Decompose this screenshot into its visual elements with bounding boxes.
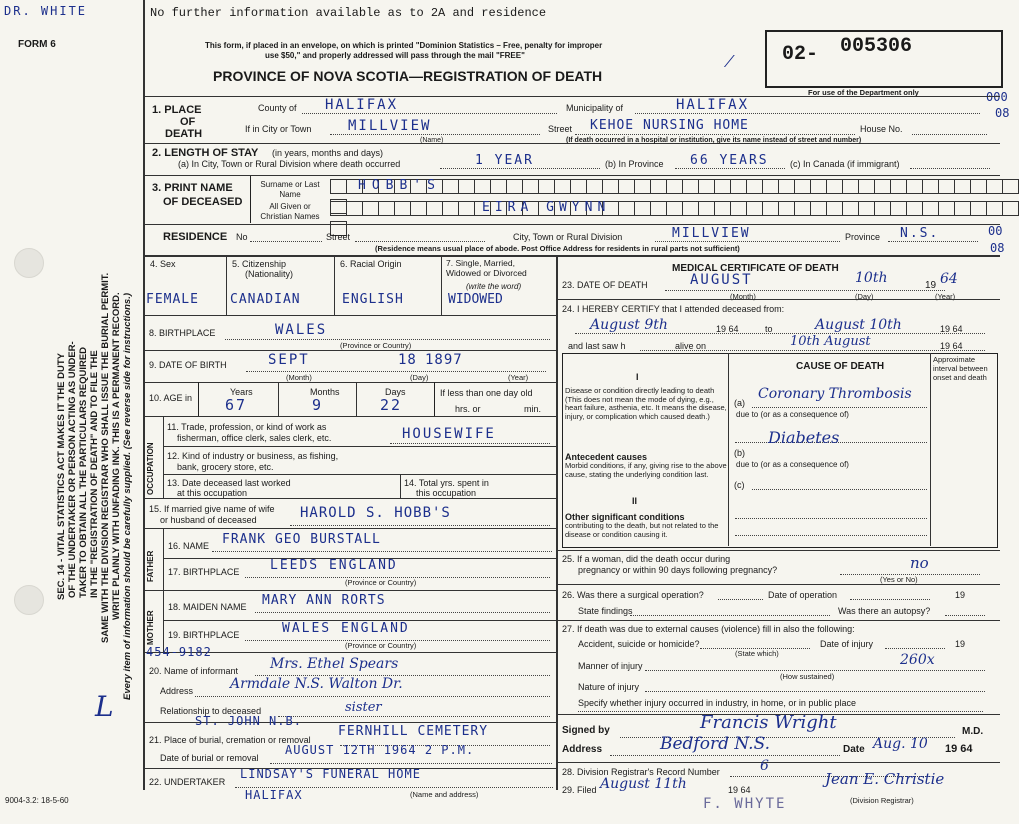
undertaker-value-2: HALIFAX [245, 788, 303, 802]
age-less-label: If less than one day old [440, 388, 533, 398]
dotted-line [630, 615, 830, 616]
burial-date-value: AUGUST 12TH 1964 2 P.M. [285, 743, 475, 757]
rule [143, 528, 556, 529]
stay-c-label: (c) In Canada (if immigrant) [790, 159, 900, 169]
occ-13b-label: at this occupation [177, 488, 248, 498]
due-to-2: due to (or as a consequence of) [736, 460, 849, 469]
from-year: 19 64 [716, 324, 739, 334]
filed-year: 19 64 [728, 785, 751, 795]
spouse-value: HAROLD S. HOBB'S [300, 505, 451, 521]
pregnancy-value: no [910, 554, 929, 572]
top-typed-note: No further information available as to 2A and residence [150, 6, 547, 20]
dotted-line [355, 241, 485, 242]
occ-14b-label: this occupation [416, 488, 477, 498]
cause-title: CAUSE OF DEATH [796, 361, 885, 372]
stay-b-label: (b) In Province [605, 159, 664, 169]
registrar-sub: (Division Registrar) [850, 796, 914, 805]
informant-label: 20. Name of informant [149, 666, 239, 676]
surname-label: Surname or Last Name [260, 180, 320, 199]
specify-label: Specify whether injury occurred in industry, in home, or in public place [578, 698, 856, 708]
residence-note: (Residence means usual place of abode. Post Office Address for residents in rural parts not sufficient) [375, 244, 740, 253]
physician-signature: Francis Wright [700, 712, 837, 733]
burial-place-note: ST. JOHN N.B. [195, 714, 302, 728]
signature-address-label: Address [562, 744, 603, 755]
mother-name-value: MARY ANN RORTS [262, 593, 386, 608]
attended-from: August 9th [590, 317, 668, 333]
age-label: 10. AGE in [149, 393, 193, 403]
dotted-line [610, 755, 840, 756]
dotted-line [945, 615, 985, 616]
dotted-line [575, 333, 985, 334]
dotted-line [675, 168, 785, 169]
col-line [930, 353, 931, 546]
mother-birthplace-label: 19. BIRTHPLACE [168, 630, 240, 640]
street-label: Street [548, 124, 573, 134]
age-days-value: 22 [380, 396, 403, 414]
autopsy-label: Was there an autopsy? [838, 606, 931, 616]
relationship-label: Relationship to deceased [160, 706, 262, 716]
rule [556, 620, 1000, 621]
city-label: If in City or Town [245, 124, 312, 134]
dob-day: 18 [398, 352, 417, 368]
signature-date: Aug. 10 [873, 736, 928, 752]
father-birthplace-sub: (Province or Country) [345, 578, 417, 587]
dr-white-note: DR. WHITE [4, 4, 88, 18]
dotted-line [752, 489, 927, 490]
informant-value: Mrs. Ethel Spears [270, 656, 399, 672]
rule [556, 550, 1000, 551]
undertaker-label: 22. UNDERTAKER [149, 777, 226, 787]
last-saw-label: and last saw h [568, 341, 626, 351]
marital-sub: (write the word) [466, 282, 522, 291]
death-year: 64 [940, 271, 958, 287]
rule [556, 762, 1000, 763]
reg-prefix: 02- [782, 43, 819, 66]
dotted-line [850, 599, 930, 600]
other-conditions-desc: contributing to the death, but not related to the disease or condition causing it. [565, 521, 719, 539]
residence-label: RESIDENCE [163, 231, 228, 243]
age-years-value: 67 [225, 396, 248, 414]
dotted-line [440, 168, 600, 169]
mother-side-label: MOTHER [146, 610, 155, 645]
accident-sub: (State which) [735, 649, 779, 658]
dept-use-label: For use of the Department only [808, 88, 919, 97]
margin-code: 08 [995, 106, 1010, 120]
column-divider [556, 255, 558, 790]
age-hrs-label: hrs. or [455, 404, 481, 414]
occ-11-label: 11. Trade, profession, or kind of work as [167, 422, 327, 432]
tick-mark: ⁄ [728, 52, 731, 71]
dotted-line [735, 518, 927, 519]
dotted-line [278, 716, 550, 717]
spouse-label: 15. If married give name of wife [149, 504, 275, 514]
margin-scribble: L [95, 690, 114, 723]
rule [143, 96, 1000, 97]
spouse-label-2: or husband of deceased [160, 515, 257, 525]
birthplace-label: 8. BIRTHPLACE [149, 328, 216, 338]
surgical-label: 26. Was there a surgical operation? [562, 590, 704, 600]
certify-label: 24. I HEREBY CERTIFY that I attended deceased from: [562, 304, 785, 314]
house-label: House No. [860, 124, 903, 134]
print-name-label-2: OF DECEASED [163, 196, 243, 208]
side-instruction: SAME WITH THE DIVISION REGISTRAR WHO SHALL ISSUE THE BURIAL PERMIT. [100, 272, 111, 643]
dotted-line [645, 670, 985, 671]
form-number: FORM 6 [18, 39, 56, 50]
dob-year: 1897 [425, 352, 463, 368]
dob-month: SEPT [268, 352, 310, 368]
medical-certificate-title: MEDICAL CERTIFICATE OF DEATH [672, 263, 839, 274]
occupation-side-label: OCCUPATION [146, 442, 155, 495]
age-months-label: Months [310, 387, 340, 397]
manner-code: 260x [900, 652, 935, 668]
dotted-line [195, 696, 550, 697]
residence-city-label: City, Town or Rural Division [513, 232, 623, 242]
name-sublabel: (Name) [420, 137, 444, 144]
col-line [163, 528, 164, 590]
other-conditions-label: Other significant conditions [565, 512, 685, 522]
print-name-label: 3. PRINT NAME [152, 182, 233, 194]
dotted-line [302, 113, 557, 114]
side-instruction: WRITE PLAINLY WITH UNFADING INK. THIS IS A PERMANENT RECORD. [111, 292, 122, 620]
rule [143, 498, 556, 499]
margin-code: 08 [990, 241, 1005, 255]
dotted-line [910, 168, 990, 169]
rule [143, 590, 556, 591]
institution-note: (If death occurred in a hospital or institution, give its name instead of street and number) [566, 137, 862, 144]
dotted-line [635, 113, 980, 114]
mother-birthplace-sub: (Province or Country) [345, 641, 417, 650]
age-days-label: Days [385, 387, 406, 397]
md-label: M.D. [962, 726, 984, 737]
dotted-line [330, 134, 540, 135]
injury-date-label: Date of injury [820, 639, 874, 649]
col-line [163, 590, 164, 652]
accident-label: Accident, suicide or homicide? [578, 639, 700, 649]
attended-to: August 10th [815, 317, 902, 333]
county-label: County of [258, 103, 297, 113]
given-names-value: EIRA GWYNN [482, 200, 611, 215]
binder-hole [14, 248, 44, 278]
occ-12b-label: bank, grocery store, etc. [177, 462, 274, 472]
record-number-label: 28. Division Registrar's Record Number [562, 767, 720, 777]
place-of-death-label-3: DEATH [165, 128, 203, 140]
bottom-note: F. WHYTE [703, 796, 787, 812]
cause-b-value: Diabetes [768, 428, 840, 447]
street-value: KEHOE NURSING HOME [590, 118, 749, 133]
rule [143, 416, 556, 417]
col-line [226, 255, 227, 315]
marital-label: 7. Single, Married, Widowed or Divorced [446, 258, 527, 278]
death-year-prefix: 19 [925, 280, 937, 291]
last-saw-date: 10th August [790, 334, 871, 349]
occupation-value: HOUSEWIFE [402, 426, 496, 442]
burial-date-label: Date of burial or removal [160, 753, 259, 763]
racial-origin-label: 6. Racial Origin [340, 259, 402, 269]
registrar-signature: Jean E. Christie [825, 770, 945, 788]
birthplace-sub: (Province or Country) [340, 341, 412, 350]
manner-sub: (How sustained) [780, 672, 835, 681]
side-instruction: IN THE "REGISTRATION OF DEATH" AND TO FILE THE [89, 350, 100, 598]
nature-label: Nature of injury [578, 682, 640, 692]
father-side-label: FATHER [146, 550, 155, 582]
undertaker-sub: (Name and address) [410, 790, 479, 799]
dotted-line [225, 339, 550, 340]
findings-label: State findings [578, 606, 633, 616]
father-name-value: FRANK GEO BURSTALL [222, 532, 381, 547]
county-value: HALIFAX [325, 97, 399, 113]
dotted-line [718, 599, 763, 600]
last-saw-mid: alive on [675, 341, 707, 351]
injury-year: 19 [955, 639, 966, 649]
part-1-label: I [636, 372, 639, 382]
province-label: Province [845, 232, 881, 242]
direct-cause-desc: Disease or condition directly leading to death (This does not mean the mode of dying, e.g., heart failure, asthenia, etc. It means the disease, injury, or complication which caused death.) [565, 386, 727, 421]
municipality-value: HALIFAX [676, 97, 750, 113]
citizenship-label: 5. Citizenship [232, 259, 287, 269]
residence-street-label: Street [326, 232, 351, 242]
death-day-label: (Day) [855, 292, 874, 301]
dotted-line [246, 371, 546, 372]
dob-day-label: (Day) [410, 373, 429, 382]
form-title: PROVINCE OF NOVA SCOTIA—REGISTRATION OF DEATH [213, 68, 603, 84]
dotted-line [885, 648, 945, 649]
length-of-stay-label: 2. LENGTH OF STAY [152, 147, 259, 159]
occ-11b-label: fisherman, office clerk, sales clerk, etc. [177, 433, 332, 443]
col-line [334, 255, 335, 315]
dotted-line [290, 525, 550, 526]
filed-label: 29. Filed [562, 785, 597, 795]
rule [143, 255, 1000, 257]
dotted-line [645, 691, 985, 692]
rule [163, 474, 556, 475]
sex-value: FEMALE [146, 292, 199, 307]
occ-14-label: 14. Total yrs. spent in [404, 478, 489, 488]
father-name-label: 16. NAME [168, 541, 210, 551]
signed-by-label: Signed by [562, 725, 610, 736]
to-year: 19 64 [940, 324, 963, 334]
col-line [728, 353, 729, 546]
racial-origin-value: ENGLISH [342, 292, 404, 307]
father-birthplace-label: 17. BIRTHPLACE [168, 567, 240, 577]
cause-a-label: (a) [734, 398, 745, 408]
rule [143, 350, 556, 351]
given-names-label: All Given or Christian Names [260, 202, 320, 221]
frame-left [143, 0, 145, 790]
death-day: 10th [855, 270, 888, 286]
pregnancy-label: 25. If a woman, did the death occur during [562, 554, 731, 564]
dob-year-label: (Year) [508, 373, 529, 382]
signature-date-label: Date [843, 744, 865, 755]
occ-13-label: 13. Date deceased last worked [167, 478, 291, 488]
dotted-line [212, 551, 552, 552]
binder-hole [14, 585, 44, 615]
dotted-line [575, 134, 855, 135]
age-months-value: 9 [312, 396, 324, 414]
dotted-line [250, 241, 322, 242]
death-year-label: (Year) [935, 292, 956, 301]
part-2-label: II [632, 496, 638, 506]
length-of-stay-sub: (in years, months and days) [272, 148, 384, 158]
col-line [356, 382, 357, 416]
dotted-line [752, 407, 927, 408]
province-value: N.S. [900, 226, 940, 241]
margin-code: 00 [988, 224, 1003, 238]
informant-phone: 454-9182 [146, 645, 212, 659]
col-line [163, 416, 164, 498]
marital-value: WIDOWED [448, 292, 503, 307]
due-to-1: due to (or as a consequence of) [736, 410, 849, 419]
to-label: to [765, 324, 773, 334]
col-line [278, 382, 279, 416]
dotted-line [640, 350, 985, 351]
operation-date-label: Date of operation [768, 590, 838, 600]
burial-place-value: FERNHILL CEMETERY [338, 724, 489, 739]
residence-city-value: MILLVIEW [672, 226, 751, 241]
place-of-death-label-2: OF [180, 116, 196, 128]
relationship-value: sister [345, 700, 382, 715]
dotted-line [390, 443, 550, 444]
mother-name-label: 18. MAIDEN NAME [168, 602, 247, 612]
death-month: AUGUST [690, 272, 753, 288]
cause-c-label: (c) [734, 480, 745, 490]
cause-a-value: Coronary Thrombosis [758, 386, 912, 402]
dotted-line [912, 134, 987, 135]
place-of-death-label: 1. PLACE [152, 104, 202, 116]
side-instruction: Every item of information should be carefully supplied. (See reverse side for instructions.) [122, 292, 133, 700]
last-saw-year: 19 64 [940, 341, 963, 351]
footer-code: 9004-3.2: 18-5-60 [5, 796, 69, 805]
signature-year: 19 64 [945, 743, 973, 755]
burial-label: 21. Place of burial, cremation or removal [149, 735, 311, 745]
dotted-line [270, 763, 552, 764]
manner-label: Manner of injury [578, 661, 643, 671]
antecedent-desc: Morbid conditions, if any, giving rise to the above cause, stating the underlying condition last. [565, 461, 727, 479]
envelope-notice: This form, if placed in an envelope, on which is printed "Dominion Statistics – Free, penalty for improper [205, 41, 603, 50]
external-causes-label: 27. If death was due to external causes (violence) fill in also the following: [562, 624, 855, 634]
municipality-label: Municipality of [566, 103, 624, 113]
dotted-line [665, 290, 945, 291]
side-instruction: SEC. 14 - VITAL STATISTICS ACT MAKES IT THE DUTY [56, 352, 67, 600]
dob-month-label: (Month) [286, 373, 312, 382]
record-number-value: 6 [760, 758, 769, 774]
dob-label: 9. DATE OF BIRTH [149, 360, 227, 370]
mother-birthplace-value: WALES ENGLAND [282, 621, 410, 636]
pregnancy-label-2: pregnancy or within 90 days following pregnancy? [578, 565, 778, 575]
occ-12-label: 12. Kind of industry or business, as fishing, [167, 451, 339, 461]
dotted-line [735, 535, 927, 536]
father-birthplace-value: LEEDS ENGLAND [270, 558, 398, 573]
antecedent-label: Antecedent causes [565, 452, 648, 462]
col-line [441, 255, 442, 315]
dotted-line [888, 241, 978, 242]
side-instruction: TAKER TO OBTAIN ALL THE PARTICULARS REQUIRED [78, 346, 89, 598]
dotted-line [655, 241, 840, 242]
date-of-death-label: 23. DATE OF DEATH [562, 280, 648, 290]
stay-a-value: 1 YEAR [475, 153, 534, 168]
surname-value: HOBB'S [358, 178, 441, 193]
pregnancy-sub: (Yes or No) [880, 575, 918, 584]
col-line [400, 474, 401, 498]
stay-b-value: 66 YEARS [690, 153, 769, 168]
death-month-label: (Month) [730, 292, 756, 301]
signature-address: Bedford N.S. [660, 734, 771, 754]
rule [556, 299, 1000, 300]
filed-date: August 11th [600, 776, 687, 792]
citizenship-sub: (Nationality) [245, 269, 294, 279]
informant-address-label: Address [160, 686, 194, 696]
residence-no-label: No [236, 232, 248, 242]
age-min-label: min. [524, 404, 542, 414]
undertaker-value: LINDSAY'S FUNERAL HOME [240, 767, 421, 781]
informant-address-value: Armdale N.S. Walton Dr. [230, 676, 403, 692]
sex-label: 4. Sex [150, 259, 176, 269]
stay-a-label: (a) In City, Town or Rural Division where death occurred [178, 159, 401, 169]
city-value: MILLVIEW [348, 118, 432, 134]
envelope-notice-2: use $50," and properly addressed will pass through the mail "FREE" [265, 51, 525, 60]
rule [163, 446, 556, 447]
reg-number: 005306 [840, 35, 913, 58]
margin-code: 000 [986, 90, 1008, 104]
dotted-line [255, 612, 550, 613]
citizenship-value: CANADIAN [230, 292, 301, 307]
interval-label: Approximate interval between onset and death [933, 355, 988, 382]
rule [556, 584, 1000, 585]
cause-b-label: (b) [734, 448, 745, 458]
age-years-label: Years [230, 387, 253, 397]
rule [143, 315, 556, 316]
side-instruction: OF THE UNDERTAKER OR PERSON ACTING AS UNDER- [67, 341, 78, 598]
operation-year: 19 [955, 590, 966, 600]
birthplace-value: WALES [275, 322, 328, 338]
